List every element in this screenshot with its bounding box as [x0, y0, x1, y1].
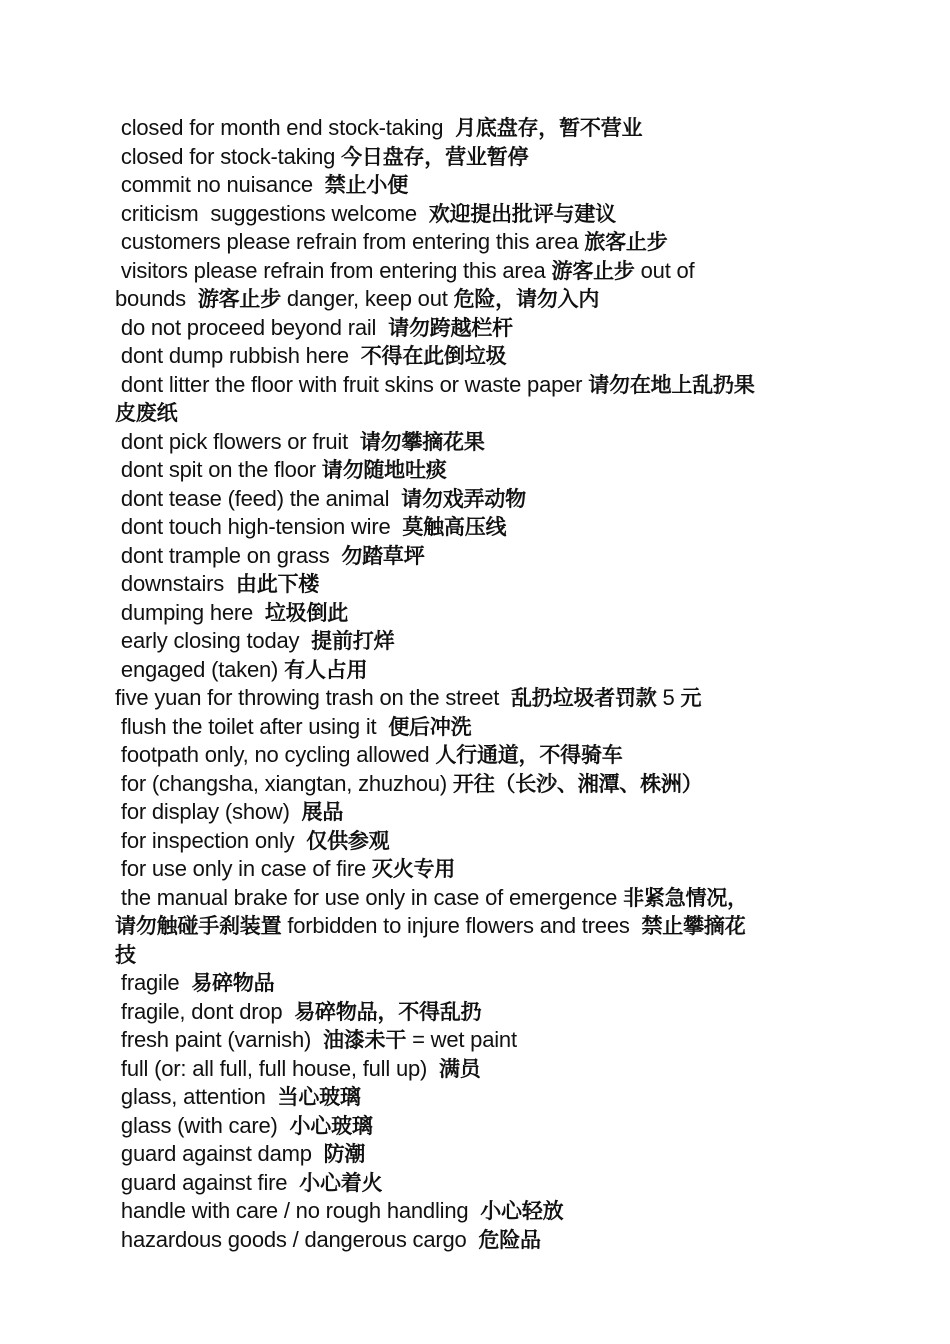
line-23-chinese: 人行通道，不得骑车 — [435, 743, 623, 767]
line-24-chinese: 开往（长沙、湘潭、株洲） — [452, 771, 703, 796]
line-37-english: guard against damp — [115, 1141, 324, 1166]
line-2-chinese: 今日盘存，营业暂停 — [341, 144, 529, 169]
line-6-english: visitors please refrain from entering this area — [115, 257, 552, 283]
line-18-chinese: 垃圾倒此 — [264, 600, 349, 625]
line-33-english: fresh paint (varnish) — [115, 1027, 323, 1052]
line-1 — [115, 114, 840, 143]
line-25 — [115, 798, 840, 827]
line-26-english: for inspection only — [115, 827, 307, 853]
line-36-english: glass (with care) — [115, 1112, 290, 1138]
line-22 — [115, 713, 840, 742]
line-8 — [115, 314, 840, 343]
line-28-chinese: 非紧急情况， — [623, 885, 748, 910]
line-27 — [115, 855, 840, 884]
line-14-chinese: 请勿戏弄动物 — [401, 486, 526, 511]
line-40-chinese: 危险品 — [478, 1227, 541, 1252]
line-20 — [115, 656, 840, 685]
line-40 — [115, 1226, 840, 1255]
line-22-chinese: 便后冲洗 — [388, 714, 472, 739]
line-7-english-2: danger, keep out — [281, 286, 454, 311]
line-6-english-2: out of — [634, 257, 695, 283]
line-20-chinese: 有人占用 — [284, 657, 368, 682]
line-5-english: customers please refrain from entering this area — [115, 229, 585, 254]
line-31 — [115, 969, 840, 998]
line-33-chinese: 油漆未干 — [322, 1028, 407, 1052]
line-29-chinese-2: 禁止攀摘花 — [641, 914, 746, 938]
line-31-chinese: 易碎物品 — [191, 971, 275, 995]
line-9-chinese: 不得在此倒垃圾 — [360, 344, 507, 368]
line-8-english: do not proceed beyond rail — [115, 314, 389, 340]
line-32-chinese: 易碎物品，不得乱扔 — [294, 999, 482, 1024]
line-30-chinese: 技 — [115, 942, 136, 967]
line-31-english: fragile — [115, 970, 192, 995]
line-18 — [115, 599, 840, 628]
line-26-chinese: 仅供参观 — [306, 828, 390, 853]
line-17-chinese: 由此下楼 — [235, 572, 320, 596]
line-6 — [115, 257, 840, 286]
line-7-english: bounds — [115, 286, 198, 311]
line-12-english: dont pick flowers or fruit — [115, 428, 360, 454]
line-9 — [115, 342, 840, 371]
line-35-chinese: 当心玻璃 — [277, 1085, 361, 1109]
line-8-chinese: 请勿跨越栏杆 — [388, 315, 513, 340]
line-13-english: dont spit on the floor — [115, 457, 322, 482]
line-28 — [115, 884, 840, 913]
line-23 — [115, 741, 840, 770]
line-5-chinese: 旅客止步 — [584, 230, 668, 254]
line-21-english-2: 5 — [656, 685, 681, 710]
line-27-english: for use only in case of fire — [115, 856, 372, 881]
line-21-chinese: 乱扔垃圾者罚款 — [510, 686, 657, 710]
line-35 — [115, 1083, 840, 1112]
line-2 — [115, 143, 840, 172]
line-22-english: flush the toilet after using it — [115, 713, 389, 739]
line-30 — [115, 941, 840, 970]
line-5 — [115, 228, 840, 257]
document-page — [115, 114, 840, 1254]
line-10-english: dont litter the floor with fruit skins or waste paper — [115, 371, 589, 397]
line-37-chinese: 防潮 — [323, 1142, 366, 1166]
line-25-chinese: 展品 — [301, 800, 344, 824]
line-12 — [115, 428, 840, 457]
line-3-chinese: 禁止小便 — [324, 173, 408, 197]
line-38 — [115, 1169, 840, 1198]
line-34-english: full (or: all full, full house, full up) — [115, 1055, 439, 1081]
line-17-english: downstairs — [115, 571, 236, 596]
line-17 — [115, 570, 840, 599]
line-24 — [115, 770, 840, 799]
line-4-english: criticism suggestions welcome — [115, 200, 429, 226]
line-19-english: early closing today — [115, 628, 312, 653]
line-4-chinese: 欢迎提出批评与建议 — [428, 201, 616, 226]
line-10-chinese: 请勿在地上乱扔果 — [588, 372, 755, 397]
line-32-english: fragile, dont drop — [115, 998, 295, 1024]
line-35-english: glass, attention — [115, 1084, 278, 1109]
line-36-chinese: 小心玻璃 — [289, 1113, 373, 1138]
line-2-english: closed for stock-taking — [115, 143, 342, 169]
line-39 — [115, 1197, 840, 1226]
line-11 — [115, 399, 840, 428]
line-34-chinese: 满员 — [439, 1056, 481, 1081]
line-13-chinese: 请勿随地吐痰 — [321, 458, 447, 482]
line-15-english: dont touch high-tension wire — [115, 514, 403, 539]
line-7-chinese: 游客止步 — [197, 287, 282, 311]
line-23-english: footpath only, no cycling allowed — [115, 742, 436, 767]
line-27-chinese: 灭火专用 — [371, 857, 456, 881]
line-6-chinese: 游客止步 — [551, 258, 635, 283]
line-24-english: for (changsha, xiangtan, zhuzhou) — [115, 770, 453, 796]
line-15-chinese: 莫触高压线 — [402, 515, 507, 539]
line-21-english: five yuan for throwing trash on the street — [115, 685, 511, 710]
line-20-english: engaged (taken) — [115, 656, 285, 682]
line-3-english: commit no nuisance — [115, 172, 325, 197]
line-14 — [115, 485, 840, 514]
line-39-chinese: 小心轻放 — [480, 1199, 564, 1223]
line-39-english: handle with care / no rough handling — [115, 1198, 481, 1223]
line-26 — [115, 827, 840, 856]
line-29-chinese: 请勿触碰手刹装置 — [115, 914, 282, 938]
line-34 — [115, 1055, 840, 1084]
line-16-english: dont trample on grass — [115, 542, 342, 568]
line-29-english-2: forbidden to injure flowers and trees — [281, 913, 642, 938]
line-37 — [115, 1140, 840, 1169]
line-16-chinese: 勿踏草坪 — [341, 543, 425, 568]
line-1-chinese: 月底盘存，暂不营业 — [455, 116, 643, 140]
line-40-english: hazardous goods / dangerous cargo — [115, 1226, 479, 1252]
line-33-english-2: = wet paint — [406, 1027, 517, 1052]
line-10 — [115, 371, 840, 400]
line-21-chinese-2: 元 — [680, 686, 702, 710]
line-18-english: dumping here — [115, 599, 265, 625]
line-7-chinese-2: 危险，请勿入内 — [453, 287, 600, 311]
line-11-chinese: 皮废纸 — [115, 401, 178, 425]
line-32 — [115, 998, 840, 1027]
line-38-chinese: 小心着火 — [299, 1170, 383, 1195]
line-7 — [115, 285, 840, 314]
line-29 — [115, 912, 840, 941]
line-15 — [115, 513, 840, 542]
line-19 — [115, 627, 840, 656]
line-19-chinese: 提前打烊 — [311, 629, 395, 653]
line-1-english: closed for month end stock-taking — [115, 115, 456, 140]
line-3 — [115, 171, 840, 200]
line-33 — [115, 1026, 840, 1055]
line-28-english: the manual brake for use only in case of emergence — [115, 884, 624, 910]
line-16 — [115, 542, 840, 571]
line-13 — [115, 456, 840, 485]
line-25-english: for display (show) — [115, 799, 302, 824]
line-9-english: dont dump rubbish here — [115, 343, 361, 368]
line-38-english: guard against fire — [115, 1169, 300, 1195]
line-12-chinese: 请勿攀摘花果 — [359, 429, 485, 454]
line-36 — [115, 1112, 840, 1141]
line-21 — [115, 684, 840, 713]
line-14-english: dont tease (feed) the animal — [115, 485, 402, 511]
line-4 — [115, 200, 840, 229]
